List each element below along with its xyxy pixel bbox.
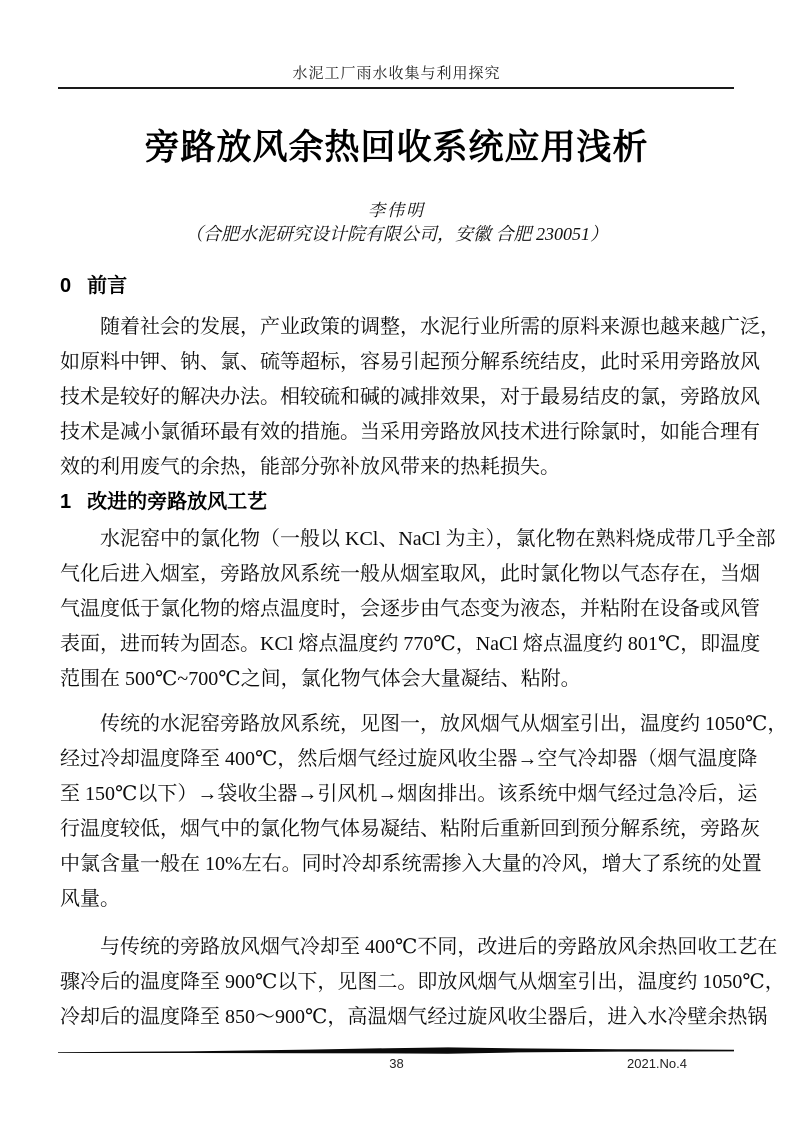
body-line: 骤冷后的温度降至 900℃以下，见图二。即放风烟气从烟室引出，温度约 1050℃， — [60, 971, 785, 993]
section-number: 0 — [60, 275, 72, 297]
page-number: 38 — [389, 1056, 404, 1071]
journal-title: 水泥工厂雨水收集与利用探究 — [292, 66, 501, 82]
body-line: 冷却后的温度降至 850～900℃，高温烟气经过旋风收尘器后，进入水冷壁余热锅 — [60, 1006, 768, 1028]
issue-label: 2021.No.4 — [627, 1056, 687, 1071]
header-rule — [58, 87, 734, 89]
section-heading-0 — [60, 275, 732, 297]
paragraph — [60, 522, 776, 697]
body-line: 中氯含量一般在 10%左右。同时冷却系统需掺入大量的冷风，增大了系统的处置 — [60, 853, 762, 875]
body-line: 水泥窑中的氯化物（一般以 KCl、NaCl 为主），氯化物在熟料烧成带几乎全部 — [100, 528, 776, 550]
section-title: 改进的旁路放风工艺 — [87, 491, 268, 513]
body-line: 与传统的旁路放风烟气冷却至 400℃不同，改进后的旁路放风余热回收工艺在 — [100, 936, 778, 958]
paragraph — [60, 707, 788, 917]
paragraph — [60, 930, 785, 1035]
author-name: 李伟明 — [368, 201, 425, 220]
article-title: 旁路放风余热回收系统应用浅析 — [144, 128, 649, 167]
body-line: 技术是减小氯循环最有效的措施。当采用旁路放风技术进行除氯时，如能合理有 — [60, 421, 760, 443]
paragraph — [60, 310, 780, 485]
body-line: 风量。 — [60, 888, 120, 910]
body-line: 如原料中钾、钠、氯、硫等超标，容易引起预分解系统结皮，此时采用旁路放风 — [60, 351, 760, 373]
body-line: 气温度低于氯化物的熔点温度时，会逐步由气态变为液态，并粘附在设备或风管 — [60, 598, 760, 620]
footer-rule — [58, 1047, 734, 1055]
body-line: 行温度较低，烟气中的氯化物气体易凝结、粘附后重新回到预分解系统，旁路灰 — [60, 818, 760, 840]
section-number: 1 — [60, 491, 72, 513]
body-line: 范围在 500℃~700℃之间，氯化物气体会大量凝结、粘附。 — [60, 668, 581, 690]
body-line: 传统的水泥窑旁路放风系统，见图一，放风烟气从烟室引出，温度约 1050℃， — [100, 713, 788, 735]
section-title: 前言 — [87, 275, 128, 297]
author-affiliation: （合肥水泥研究设计院有限公司，安徽 合肥 230051） — [185, 224, 608, 244]
body-line: 随着社会的发展，产业政策的调整，水泥行业所需的原料来源也越来越广泛， — [100, 316, 780, 338]
body-line: 气化后进入烟室，旁路放风系统一般从烟室取风，此时氯化物以气态存在，当烟 — [60, 563, 760, 585]
section-heading-1 — [60, 491, 732, 513]
body-line: 技术是较好的解决办法。相较硫和碱的减排效果，对于最易结皮的氯，旁路放风 — [60, 386, 760, 408]
body-line: 效的利用废气的余热，能部分弥补放风带来的热耗损失。 — [60, 456, 560, 478]
running-header — [0, 62, 793, 83]
body-line: 经过冷却温度降至 400℃，然后烟气经过旋风收尘器→空气冷却器（烟气温度降 — [60, 748, 758, 770]
body-line: 表面，进而转为固态。KCl 熔点温度约 770℃，NaCl 熔点温度约 801℃，即温度 — [60, 633, 761, 655]
body-line: 至 150℃以下）→袋收尘器→引风机→烟囱排出。该系统中烟气经过急冷后，运 — [60, 783, 758, 805]
